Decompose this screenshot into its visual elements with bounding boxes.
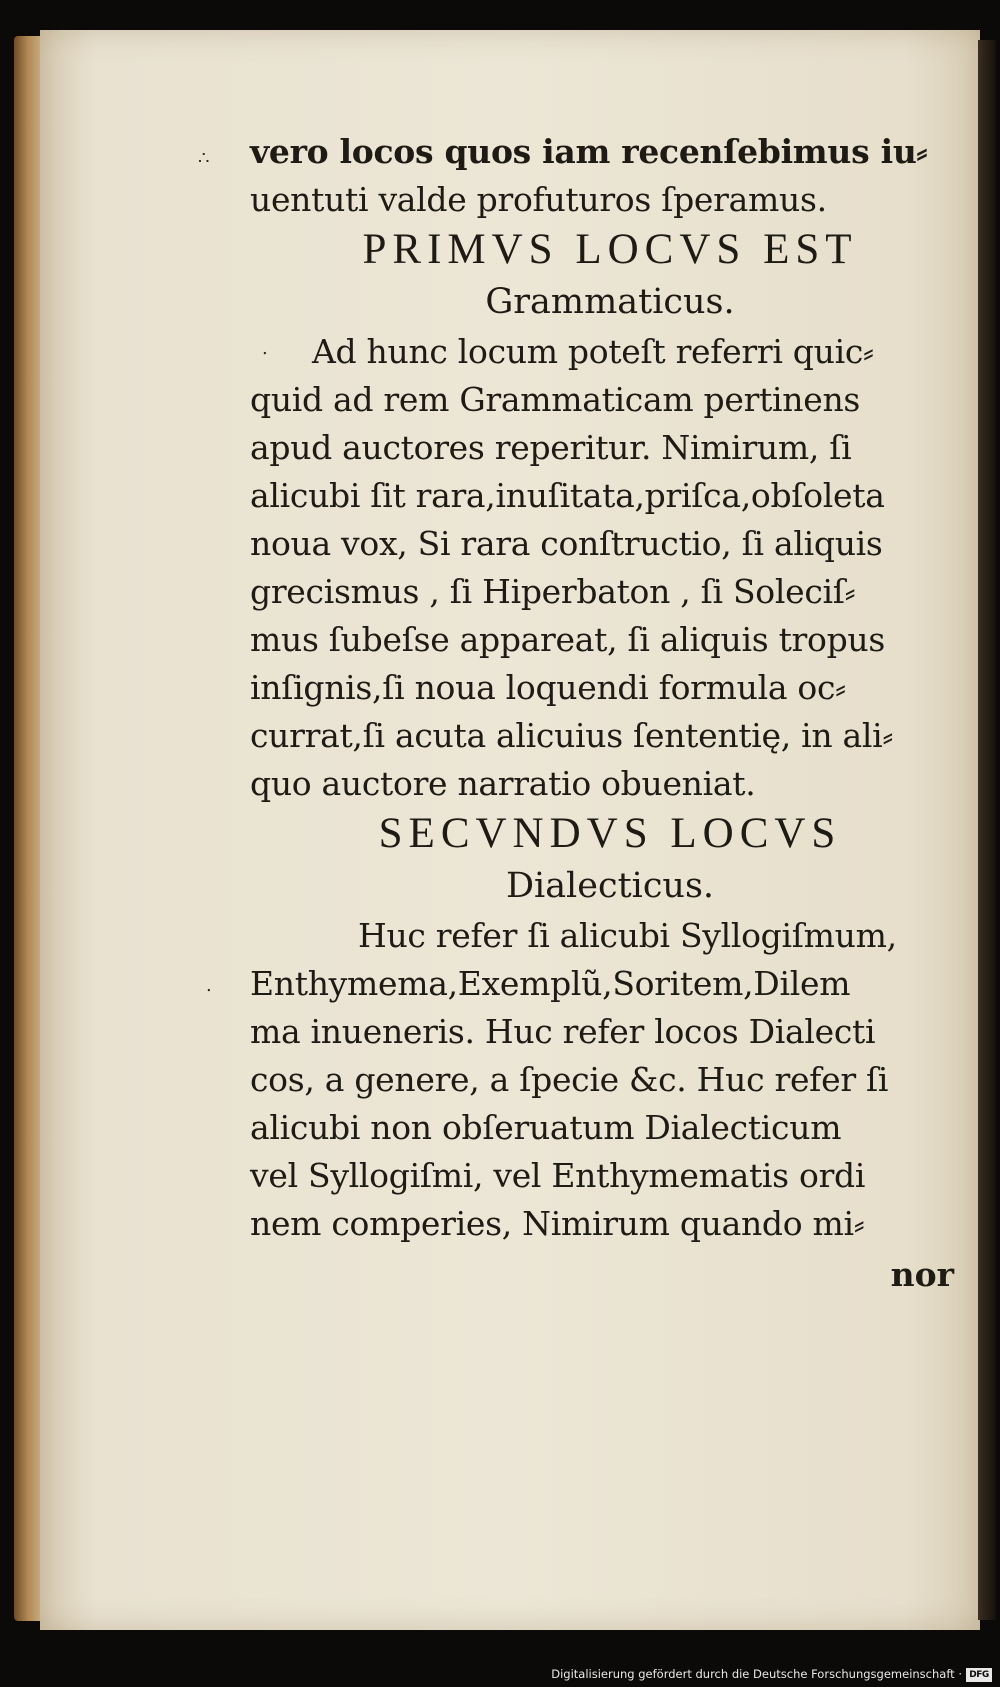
margin-mark: . — [206, 975, 212, 996]
catchword: nor — [890, 1255, 954, 1294]
page-text — [250, 128, 970, 1302]
text-line: grecismus , ſi Hiperbaton , ſi Soleciſ⸗ — [250, 572, 856, 611]
section-subheading: Dialecticus. — [505, 866, 715, 906]
text-line: mus ſubeſse appareat, ſi aliquis tropus — [250, 620, 885, 659]
text-line: apud auctores reperitur. Nimirum, ſi — [250, 428, 852, 467]
text-line: noua vox, Si rara conſtructio, ſi aliquis — [250, 524, 883, 563]
section-heading: PRIMVS LOCVS EST — [362, 226, 858, 273]
margin-mark: ∴ — [198, 148, 210, 169]
text-line: quo auctore narratio obueniat. — [250, 764, 756, 803]
page-gutter-shadow — [978, 40, 996, 1620]
text-line: currat,ſi acuta alicuius ſententię, in ali⸗ — [250, 716, 894, 755]
text-line: inſignis,ſi noua loquendi formula oc⸗ — [250, 668, 846, 707]
text-line: ma inueneris. Huc refer locos Dialecti — [250, 1012, 876, 1051]
section-subheading: Grammaticus. — [485, 282, 735, 322]
text-line: Ad hunc locum poteſt referri quic⸗ — [312, 332, 874, 371]
text-line: Enthymema,Exemplũ,Soritem,Dilem — [250, 964, 851, 1003]
text-line: Huc refer ſi alicubi Syllogiſmum, — [358, 916, 897, 955]
text-line: vero locos quos iam recenſebimus iu⸗ — [250, 132, 928, 171]
text-line: uentuti valde profuturos ſperamus. — [250, 180, 827, 219]
section-heading: SECVNDVS LOCVS — [378, 810, 842, 857]
dfg-logo-icon: DFG — [966, 1668, 992, 1682]
text-line: alicubi non obſeruatum Dialecticum — [250, 1108, 842, 1147]
funding-credit: Digitalisierung gefördert durch die Deutsche Forschungsgemeinschaft · — [551, 1667, 962, 1681]
text-line: vel Syllogiſmi, vel Enthymematis ordi — [250, 1156, 866, 1195]
text-line: alicubi ſit rara,inuſitata,priſca,obſoleta — [250, 476, 885, 515]
text-line: nem comperies, Nimirum quando mi⸗ — [250, 1204, 865, 1243]
text-line: quid ad rem Grammaticam pertinens — [250, 380, 861, 419]
text-line: cos, a genere, a ſpecie &c. Huc refer ſi — [250, 1060, 889, 1099]
margin-mark: . — [262, 338, 268, 359]
